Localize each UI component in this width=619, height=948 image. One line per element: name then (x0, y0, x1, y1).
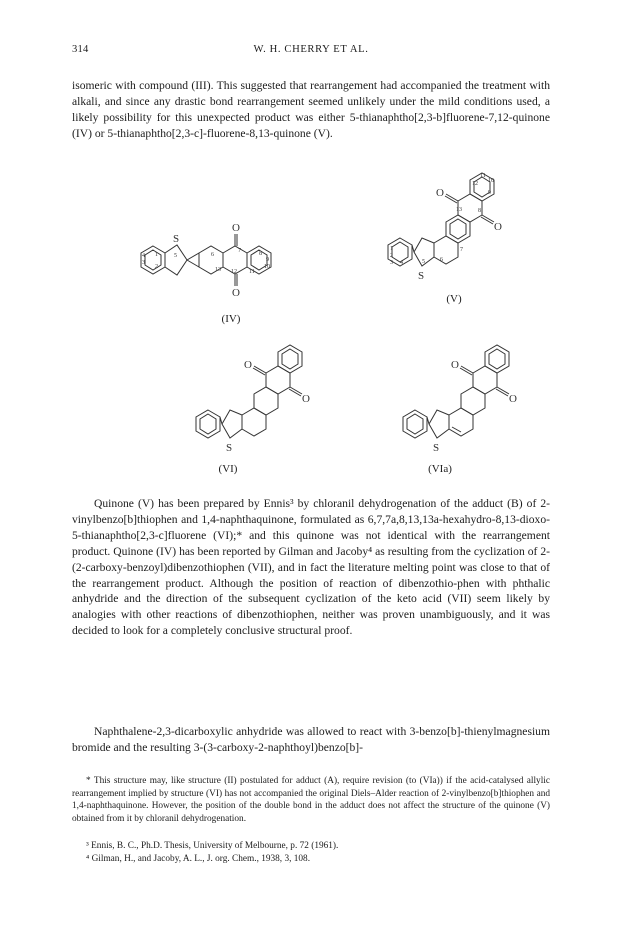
v-o-atom-right: O (494, 221, 502, 233)
iv-s-atom: S (173, 233, 180, 245)
via-o-atom-top: O (451, 359, 459, 371)
via-s-atom: S (433, 442, 440, 454)
v-num: 7 (460, 247, 463, 253)
v-num: 4 (400, 260, 403, 266)
vi-o-atom-right: O (302, 393, 310, 405)
running-title: W. H. CHERRY ET AL. (253, 44, 369, 55)
iv-num: 9 (266, 257, 269, 263)
iv-num: 12 (231, 269, 237, 275)
paragraph-3: Naphthalene-2,3-dicarboxylic anhydride was allowed to react with 3-benzo[b]-thienylmagnesium bromide and the resulting 3-(3-carboxy-2-naphthoyl)benzo[b]- (72, 725, 550, 754)
v-num: 2 (390, 253, 393, 259)
label-iv: (IV) (221, 313, 241, 325)
iv-num: 3 (142, 260, 145, 266)
v-num: 8 (478, 208, 481, 214)
label-vi: (VI) (218, 463, 238, 475)
structure-vi (148, 340, 328, 465)
iv-o-atom-bottom: O (232, 287, 240, 299)
iv-num: 11 (249, 269, 255, 275)
footnote-star: * This structure may, like structure (II) postulated for adduct (A), require revision (to (VIa)) if the acid-catalysed allylic rearrangement implied by structure (VI) has not accompanied the original Diels–Alder reaction of 2-vinylbenzo[b]thiophen and 1,4-naphthaquinone. However, the position of the double bond in the adduct does not affect the structure of the quinone (V) obtained from it by chloranil dehydrogenation. (72, 776, 550, 824)
v-num: 6 (440, 257, 443, 263)
page-header (72, 44, 550, 60)
v-num: 9 (488, 190, 491, 196)
v-num: 12 (472, 181, 478, 187)
v-num: 1 (390, 246, 393, 252)
iv-num: 13 (215, 267, 221, 273)
iv-rings (141, 234, 271, 286)
v-num: 5 (422, 259, 425, 265)
iv-num: 8 (259, 251, 262, 257)
iv-num: 5 (174, 253, 177, 259)
iv-num: 10 (264, 264, 270, 270)
v-num: 11 (480, 173, 486, 179)
iv-num: 2 (155, 264, 158, 270)
page-number: 314 (72, 44, 89, 55)
iv-num: 7 (238, 248, 241, 254)
structure-iv (125, 212, 335, 312)
iv-num: 6 (211, 252, 214, 258)
paragraph-1: isomeric with compound (III). This suggested that rearrangement had accompanied the treatment with alkali, and since any drastic bond rearrangement seemed unlikely under the mild conditions used, a likely possibility for this unexpected product was either 5-thianaphtho[2,3-b]fluorene-7,12-quinone (IV) or 5-thianaphtho[2,3-c]-fluorene-8,13-quinone (V). (72, 79, 550, 140)
paragraph-2: Quinone (V) has been prepared by Ennis³ by chloranil dehydrogenation of the adduct (B) of 2-vinylbenzo[b]thiophen and 1,4-naphthaquinone, formulated as 6,7,7a,8,13,13a-hexahydro-8,13-dioxo-5-thianaphtho[2,3-c]fluorene (VI);* and this quinone was not identical with the rearrangement product. Quinone (IV) has been reported by Gilman and Jacoby⁴ as resulting from the cyclization of 2-(2-carboxy-benzoyl)dibenzothiophen (VII), and in fact the literature melting point was close to that of the rearrangement product. Although the position of reaction of dibenzothio-phen with phthalic anhydride and the direction of the subsequent cyclization of the keto acid (VII) seem likely by analogies with other reactions of dibenzothiophen, neither was proven unambiguously, and it was decided to look for a completely conclusive structural proof. (72, 497, 550, 638)
label-v: (V) (446, 293, 462, 305)
v-s-atom: S (418, 270, 425, 282)
iv-num: 1 (155, 252, 158, 258)
structure-via (355, 340, 535, 465)
label-via: (VIa) (428, 463, 452, 475)
vi-o-atom-top: O (244, 359, 252, 371)
v-num: 13 (456, 207, 462, 213)
via-o-atom-right: O (509, 393, 517, 405)
footnote-ref-4: ⁴ Gilman, H., and Jacoby, A. L., J. org. Chem., 1938, 3, 108. (86, 854, 311, 864)
v-num: 10 (488, 178, 494, 184)
v-o-atom-top: O (436, 187, 444, 199)
iv-o-atom-top: O (232, 222, 240, 234)
iv-num: 4 (142, 253, 145, 259)
footnote-ref-3: ³ Ennis, B. C., Ph.D. Thesis, University of Melbourne, p. 72 (1961). (86, 841, 339, 851)
vi-s-atom: S (226, 442, 233, 454)
v-num: 3 (390, 260, 393, 266)
